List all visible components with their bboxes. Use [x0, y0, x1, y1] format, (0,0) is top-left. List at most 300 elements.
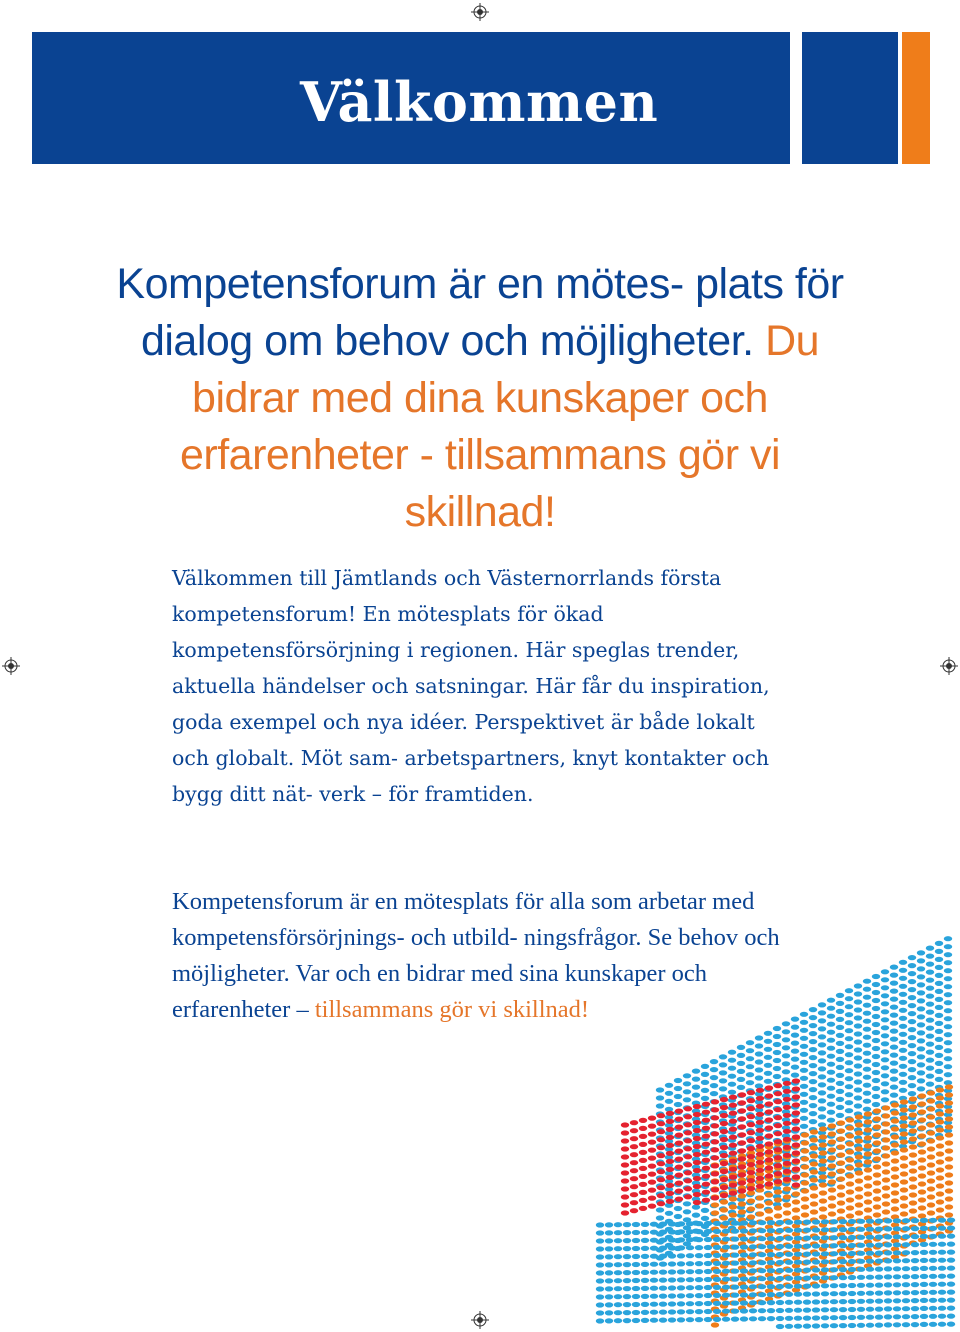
pattern-dot: [902, 1250, 910, 1255]
pattern-dot: [677, 1309, 685, 1314]
pattern-dot: [872, 1030, 880, 1035]
pattern-dot: [899, 976, 907, 981]
pattern-dot: [756, 1195, 764, 1200]
pattern-dot: [908, 1059, 916, 1064]
pattern-dot: [803, 1324, 811, 1329]
pattern-dot: [902, 1298, 910, 1303]
pattern-dot: [884, 1218, 892, 1223]
pattern-dot: [900, 1123, 908, 1128]
pattern-dot: [693, 1104, 701, 1109]
pattern-dot: [818, 1058, 826, 1063]
pattern-dot: [720, 1169, 728, 1174]
pattern-dot: [758, 1292, 766, 1297]
pattern-dot: [891, 1118, 899, 1123]
pattern-dot: [774, 1139, 782, 1144]
pattern-dot: [605, 1238, 613, 1243]
pattern-dot: [641, 1318, 649, 1323]
pattern-dot: [872, 1054, 880, 1059]
pattern-dot: [899, 1016, 907, 1021]
pattern-dot: [890, 1021, 898, 1026]
pattern-dot: [899, 1032, 907, 1037]
pattern-dot: [938, 1250, 946, 1255]
pattern-dot: [639, 1206, 647, 1211]
pattern-dot: [837, 1144, 845, 1149]
pattern-dot: [875, 1291, 883, 1296]
pattern-dot: [918, 1101, 926, 1106]
pattern-dot: [765, 1117, 773, 1122]
pattern-dot: [920, 1218, 928, 1223]
pattern-dot: [728, 1090, 736, 1095]
pattern-dot: [764, 1063, 772, 1068]
pattern-dot: [884, 1298, 892, 1303]
pattern-dot: [944, 984, 952, 989]
pattern-dot: [729, 1175, 737, 1180]
pattern-dot: [803, 1228, 811, 1233]
pattern-dot: [927, 1154, 935, 1159]
pattern-dot: [882, 1105, 890, 1110]
pattern-dot: [927, 1114, 935, 1119]
pattern-dot: [845, 1108, 853, 1113]
pattern-dot: [791, 1033, 799, 1038]
pattern-dot: [776, 1252, 784, 1257]
pattern-dot: [738, 1172, 746, 1177]
pattern-dot: [719, 1086, 727, 1091]
pattern-dot: [926, 1066, 934, 1071]
pattern-dot: [747, 1130, 755, 1135]
pattern-dot: [801, 1132, 809, 1137]
pattern-dot: [749, 1292, 757, 1297]
pattern-dot: [935, 1029, 943, 1034]
pattern-dot: [935, 1061, 943, 1066]
pattern-dot: [846, 1165, 854, 1170]
pattern-dot: [848, 1275, 856, 1280]
pattern-dot: [818, 1074, 826, 1079]
pattern-dot: [848, 1227, 856, 1232]
pattern-dot: [737, 1085, 745, 1090]
pattern-dot: [881, 977, 889, 982]
pattern-dot: [738, 1180, 746, 1185]
pattern-dot: [614, 1222, 622, 1227]
pattern-dot: [803, 1244, 811, 1249]
pattern-dot: [818, 1026, 826, 1031]
pattern-dot: [765, 1085, 773, 1090]
pattern-dot: [909, 1160, 917, 1165]
pattern-dot: [846, 1117, 854, 1122]
pattern-dot: [677, 1317, 685, 1322]
pattern-dot: [809, 1103, 817, 1108]
pattern-dot: [929, 1218, 937, 1223]
pattern-dot: [882, 1145, 890, 1150]
pattern-dot: [767, 1220, 775, 1225]
pattern-dot: [738, 1193, 746, 1198]
pattern-dot: [936, 1151, 944, 1156]
pattern-dot: [947, 1234, 955, 1239]
pattern-dot: [776, 1228, 784, 1233]
pattern-dot: [900, 1163, 908, 1168]
pattern-dot: [917, 974, 925, 979]
pattern-dot: [756, 1176, 764, 1181]
pattern-dot: [740, 1300, 748, 1305]
pattern-dot: [809, 1039, 817, 1044]
pattern-dot: [899, 984, 907, 989]
pattern-dot: [908, 963, 916, 968]
pattern-dot: [728, 1050, 736, 1055]
pattern-dot: [738, 1209, 746, 1214]
pattern-dot: [677, 1269, 685, 1274]
pattern-dot: [630, 1160, 638, 1165]
pattern-dot: [657, 1161, 665, 1166]
pattern-dot: [929, 1226, 937, 1231]
pattern-dot: [821, 1291, 829, 1296]
pattern-dot: [632, 1238, 640, 1243]
pattern-dot: [873, 1212, 881, 1217]
pattern-dot: [893, 1274, 901, 1279]
pattern-dot: [899, 1072, 907, 1077]
pattern-dot: [828, 1163, 836, 1168]
pattern-dot: [812, 1267, 820, 1272]
pattern-dot: [659, 1238, 667, 1243]
pattern-dot: [902, 1266, 910, 1271]
pattern-dot: [911, 1266, 919, 1271]
pattern-dot: [693, 1152, 701, 1157]
pattern-dot: [935, 1013, 943, 1018]
pattern-dot: [944, 1040, 952, 1045]
pattern-dot: [722, 1261, 730, 1266]
pattern-dot: [890, 997, 898, 1002]
pattern-dot: [713, 1277, 721, 1282]
pattern-dot: [657, 1177, 665, 1182]
pattern-dot: [630, 1192, 638, 1197]
pattern-dot: [650, 1286, 658, 1291]
pattern-dot: [800, 1100, 808, 1105]
pattern-dot: [899, 1064, 907, 1069]
pattern-dot: [803, 1300, 811, 1305]
pattern-dot: [767, 1316, 775, 1321]
pattern-dot: [884, 1306, 892, 1311]
pattern-dot: [773, 1026, 781, 1031]
pattern-dot: [839, 1243, 847, 1248]
pattern-dot: [881, 985, 889, 990]
pattern-dot: [720, 1193, 728, 1198]
pattern-dot: [675, 1125, 683, 1130]
pattern-dot: [695, 1285, 703, 1290]
pattern-dot: [872, 974, 880, 979]
pattern-dot: [828, 1171, 836, 1176]
pattern-dot: [821, 1307, 829, 1312]
pattern-dot: [891, 1198, 899, 1203]
pattern-dot: [659, 1254, 667, 1259]
pattern-dot: [812, 1235, 820, 1240]
pattern-dot: [854, 1047, 862, 1052]
pattern-dot: [792, 1150, 800, 1155]
pattern-dot: [747, 1098, 755, 1103]
pattern-dot: [686, 1237, 694, 1242]
pattern-dot: [704, 1301, 712, 1306]
pattern-dot: [758, 1308, 766, 1313]
pattern-dot: [756, 1152, 764, 1157]
pattern-dot: [773, 1034, 781, 1039]
pattern-dot: [731, 1309, 739, 1314]
pattern-dot: [945, 1164, 953, 1169]
pattern-dot: [675, 1157, 683, 1162]
pattern-dot: [836, 1001, 844, 1006]
pattern-dot: [873, 1180, 881, 1185]
pattern-dot: [641, 1254, 649, 1259]
pattern-dot: [803, 1308, 811, 1313]
pattern-dot: [947, 1298, 955, 1303]
pattern-dot: [899, 960, 907, 965]
pattern-dot: [891, 1182, 899, 1187]
pattern-dot: [755, 1051, 763, 1056]
pattern-dot: [839, 1291, 847, 1296]
pattern-dot: [722, 1285, 730, 1290]
pattern-dot: [801, 1148, 809, 1153]
pattern-dot: [837, 1120, 845, 1125]
pattern-dot: [855, 1130, 863, 1135]
pattern-dot: [872, 990, 880, 995]
pattern-dot: [785, 1228, 793, 1233]
pattern-dot: [650, 1230, 658, 1235]
pattern-dot: [938, 1306, 946, 1311]
pattern-dot: [947, 1258, 955, 1263]
pattern-dot: [908, 987, 916, 992]
pattern-dot: [908, 1027, 916, 1032]
pattern-dot: [711, 1163, 719, 1168]
pattern-dot: [776, 1220, 784, 1225]
pattern-dot: [782, 1037, 790, 1042]
pattern-dot: [864, 1199, 872, 1204]
pattern-dot: [875, 1315, 883, 1320]
pattern-dot: [908, 1083, 916, 1088]
pattern-dot: [854, 1087, 862, 1092]
pattern-dot: [693, 1160, 701, 1165]
pattern-dot: [827, 1118, 835, 1123]
pattern-dot: [890, 989, 898, 994]
pattern-dot: [729, 1143, 737, 1148]
pattern-dot: [884, 1282, 892, 1287]
pattern-dot: [854, 1071, 862, 1076]
pattern-dot: [839, 1227, 847, 1232]
pattern-dot: [729, 1183, 737, 1188]
pattern-dot: [890, 1077, 898, 1082]
pattern-dot: [747, 1214, 755, 1219]
pattern-dot: [855, 1122, 863, 1127]
pattern-dot: [650, 1222, 658, 1227]
pattern-dot: [666, 1175, 674, 1180]
pattern-dot: [881, 1017, 889, 1022]
pattern-dot: [938, 1282, 946, 1287]
pattern-dot: [857, 1267, 865, 1272]
pattern-dot: [927, 1162, 935, 1167]
pattern-dot: [686, 1277, 694, 1282]
pattern-dot: [890, 1029, 898, 1034]
pattern-dot: [881, 1097, 889, 1102]
pattern-dot: [621, 1154, 629, 1159]
pattern-dot: [875, 1299, 883, 1304]
pattern-dot: [927, 1138, 935, 1143]
pattern-dot: [819, 1174, 827, 1179]
pattern-dot: [827, 1014, 835, 1019]
pattern-dot: [854, 991, 862, 996]
pattern-dot: [944, 992, 952, 997]
pattern-dot: [945, 1100, 953, 1105]
pattern-dot: [675, 1165, 683, 1170]
pattern-dot: [872, 1014, 880, 1019]
pattern-dot: [809, 1031, 817, 1036]
pattern-dot: [944, 968, 952, 973]
pattern-dot: [945, 1116, 953, 1121]
pattern-dot: [830, 1227, 838, 1232]
pattern-dot: [947, 1290, 955, 1295]
pattern-dot: [837, 1192, 845, 1197]
pattern-dot: [864, 1183, 872, 1188]
pattern-dot: [854, 999, 862, 1004]
pattern-dot: [632, 1302, 640, 1307]
pattern-dot: [893, 1226, 901, 1231]
pattern-dot: [935, 949, 943, 954]
pattern-dot: [863, 1083, 871, 1088]
pattern-dot: [774, 1205, 782, 1210]
pattern-dot: [719, 1054, 727, 1059]
pattern-dot: [614, 1238, 622, 1243]
pattern-dot: [881, 1033, 889, 1038]
pattern-dot: [695, 1245, 703, 1250]
pattern-dot: [630, 1152, 638, 1157]
pattern-dot: [740, 1284, 748, 1289]
pattern-dot: [702, 1182, 710, 1187]
pattern-dot: [854, 1039, 862, 1044]
pattern-dot: [918, 1149, 926, 1154]
pattern-dot: [764, 1047, 772, 1052]
pattern-dot: [776, 1260, 784, 1265]
pattern-dot: [659, 1262, 667, 1267]
pattern-dot: [909, 1128, 917, 1133]
pattern-dot: [945, 1188, 953, 1193]
pattern-dot: [641, 1270, 649, 1275]
pattern-dot: [693, 1184, 701, 1189]
pattern-dot: [666, 1143, 674, 1148]
pattern-dot: [837, 1208, 845, 1213]
pattern-dot: [848, 1267, 856, 1272]
pattern-dot: [774, 1189, 782, 1194]
pattern-dot: [765, 1200, 773, 1205]
pattern-dot: [812, 1283, 820, 1288]
pattern-dot: [866, 1227, 874, 1232]
pattern-dot: [866, 1307, 874, 1312]
pattern-dot: [668, 1317, 676, 1322]
pattern-dot: [810, 1145, 818, 1150]
pattern-dot: [839, 1275, 847, 1280]
pattern-dot: [866, 1291, 874, 1296]
pattern-dot: [863, 987, 871, 992]
pattern-dot: [926, 954, 934, 959]
pattern-dot: [920, 1274, 928, 1279]
pattern-dot: [845, 1092, 853, 1097]
pattern-dot: [693, 1144, 701, 1149]
pattern-dot: [656, 1215, 664, 1220]
pattern-dot: [785, 1324, 793, 1329]
pattern-dot: [641, 1278, 649, 1283]
pattern-dot: [926, 978, 934, 983]
pattern-dot: [774, 1107, 782, 1112]
pattern-dot: [810, 1193, 818, 1198]
pattern-dot: [738, 1116, 746, 1121]
pattern-dot: [917, 966, 925, 971]
pattern-dot: [695, 1221, 703, 1226]
pattern-dot: [738, 1164, 746, 1169]
pattern-dot: [875, 1307, 883, 1312]
pattern-dot: [944, 952, 952, 957]
pattern-dot: [830, 1275, 838, 1280]
pattern-dot: [792, 1102, 800, 1107]
pattern-dot: [677, 1285, 685, 1290]
pattern-dot: [938, 1290, 946, 1295]
pattern-dot: [845, 1068, 853, 1073]
pattern-dot: [621, 1138, 629, 1143]
pattern-dot: [596, 1246, 604, 1251]
pattern-dot: [621, 1130, 629, 1135]
pattern-dot: [684, 1170, 692, 1175]
pattern-dot: [722, 1293, 730, 1298]
pattern-dot: [764, 1071, 772, 1076]
pattern-dot: [749, 1236, 757, 1241]
pattern-dot: [908, 979, 916, 984]
pattern-dot: [791, 1065, 799, 1070]
pattern-dot: [839, 1307, 847, 1312]
pattern-dot: [830, 1243, 838, 1248]
pattern-dot: [927, 1202, 935, 1207]
pattern-dot: [812, 1259, 820, 1264]
pattern-dot: [711, 1147, 719, 1152]
pattern-dot: [731, 1229, 739, 1234]
pattern-dot: [873, 1204, 881, 1209]
pattern-dot: [882, 1137, 890, 1142]
pattern-dot: [782, 1029, 790, 1034]
pattern-dot: [936, 1103, 944, 1108]
pattern-dot: [864, 1207, 872, 1212]
pattern-dot: [846, 1141, 854, 1146]
pattern-dot: [872, 1038, 880, 1043]
pattern-dot: [855, 1170, 863, 1175]
pattern-dot: [846, 1189, 854, 1194]
pattern-dot: [944, 1008, 952, 1013]
pattern-dot: [936, 1119, 944, 1124]
pattern-dot: [657, 1121, 665, 1126]
pattern-dot: [749, 1300, 757, 1305]
pattern-dot: [819, 1134, 827, 1139]
pattern-dot: [899, 1080, 907, 1085]
pattern-dot: [809, 1055, 817, 1060]
pattern-dot: [695, 1237, 703, 1242]
pattern-dot: [902, 1218, 910, 1223]
pattern-dot: [848, 1283, 856, 1288]
pattern-dot: [765, 1173, 773, 1178]
pattern-dot: [857, 1259, 865, 1264]
pattern-dot: [641, 1294, 649, 1299]
pattern-dot: [728, 1058, 736, 1063]
pattern-dot: [938, 1314, 946, 1319]
pattern-dot: [863, 1003, 871, 1008]
pattern-dot: [747, 1146, 755, 1151]
pattern-dot: [605, 1262, 613, 1267]
pattern-dot: [639, 1150, 647, 1155]
pattern-dot: [866, 1251, 874, 1256]
pattern-dot: [911, 1218, 919, 1223]
pattern-dot: [935, 1005, 943, 1010]
pattern-dot: [830, 1299, 838, 1304]
pattern-dot: [785, 1276, 793, 1281]
pattern-dot: [819, 1150, 827, 1155]
